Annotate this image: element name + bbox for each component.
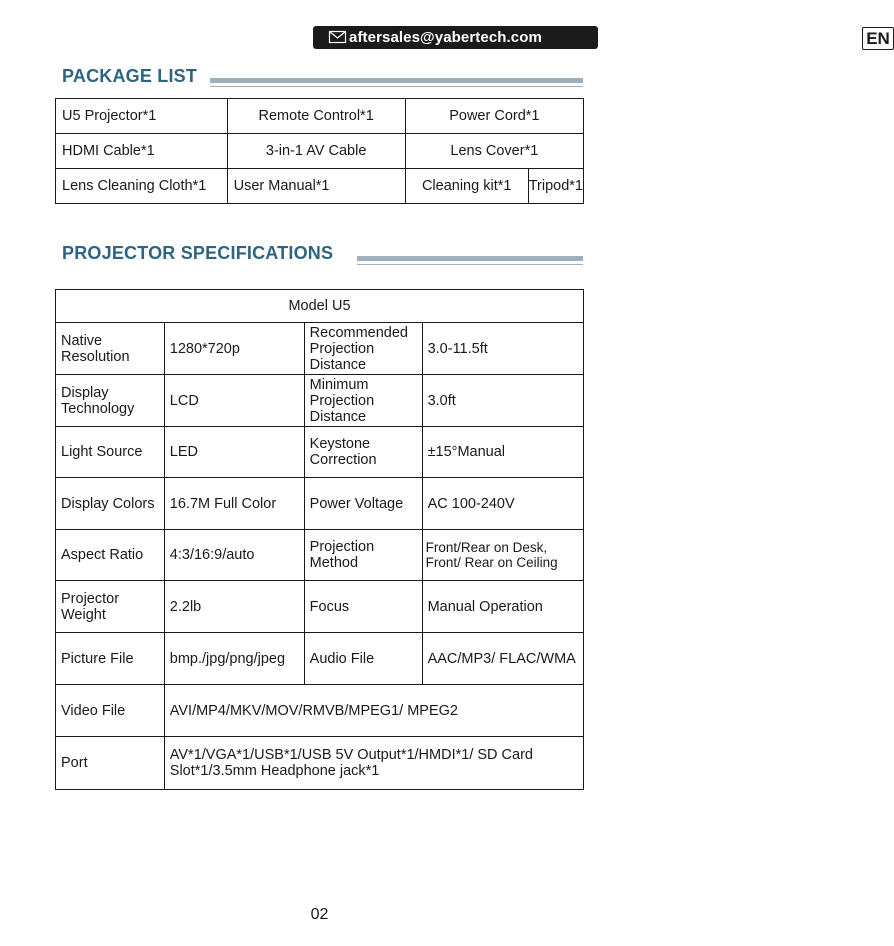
spec-label: Native Resolution (56, 323, 165, 375)
table-row (56, 478, 584, 530)
spec-label: Picture File (56, 633, 165, 685)
spec-label: Focus (304, 581, 422, 633)
table-row (56, 530, 584, 581)
package-item: Lens Cleaning Cloth*1 (56, 169, 228, 204)
title-rule (210, 78, 583, 83)
table-row (56, 375, 584, 427)
spec-label: Projection Method (304, 530, 422, 581)
package-item: Remote Control*1 (227, 99, 405, 134)
spec-value: ±15°Manual (422, 427, 583, 478)
spec-label: Audio File (304, 633, 422, 685)
spec-value: bmp./jpg/png/jpeg (164, 633, 304, 685)
package-list-title: PACKAGE LIST (62, 66, 198, 86)
spec-label: Power Voltage (304, 478, 422, 530)
table-row (56, 427, 584, 478)
table-row (56, 169, 584, 204)
specifications-table (55, 289, 584, 790)
specifications-title: PROJECTOR SPECIFICATIONS (62, 243, 334, 263)
spec-label: Recommended Projection Distance (304, 323, 422, 375)
package-item: Cleaning kit*1 (406, 169, 529, 203)
spec-label: Aspect Ratio (56, 530, 165, 581)
spec-value: 2.2lb (164, 581, 304, 633)
spec-value: 16.7M Full Color (164, 478, 304, 530)
page-number: 02 (310, 906, 329, 923)
spec-value: 4:3/16:9/auto (164, 530, 304, 581)
table-row (56, 134, 584, 169)
spec-label: Display Technology (56, 375, 165, 427)
spec-value: 1280*720p (164, 323, 304, 375)
spec-label: Video File (56, 685, 165, 737)
spec-value: LED (164, 427, 304, 478)
table-row (56, 323, 584, 375)
spec-label: Port (56, 737, 165, 790)
table-row (56, 633, 584, 685)
spec-label: Display Colors (56, 478, 165, 530)
package-item: User Manual*1 (227, 169, 405, 204)
spec-value: AV*1/VGA*1/USB*1/USB 5V Output*1/HMDI*1/ SD Card Slot*1/3.5mm Headphone jack*1 (164, 737, 583, 790)
spec-label: Projector Weight (56, 581, 165, 633)
spec-value: Manual Operation (422, 581, 583, 633)
model-header: Model U5 (56, 290, 584, 323)
spec-value: Front/Rear on Desk, Front/ Rear on Ceiling (422, 530, 583, 581)
package-item: U5 Projector*1 (56, 99, 228, 134)
package-item: 3-in-1 AV Cable (227, 134, 405, 169)
spec-value: AVI/MP4/MKV/MOV/RMVB/MPEG1/ MPEG2 (164, 685, 583, 737)
title-rule (357, 256, 583, 261)
title-rule (210, 86, 583, 87)
spec-value: AAC/MP3/ FLAC/WMA (422, 633, 583, 685)
table-row (56, 290, 584, 323)
title-rule (357, 264, 583, 265)
package-item: Lens Cover*1 (405, 134, 583, 169)
spec-label: Keystone Correction (304, 427, 422, 478)
spec-value: LCD (164, 375, 304, 427)
package-list-table (55, 98, 584, 204)
spec-label: Minimum Projection Distance (304, 375, 422, 427)
spec-value: AC 100-240V (422, 478, 583, 530)
package-item: HDMI Cable*1 (56, 134, 228, 169)
support-email-bar (313, 26, 890, 49)
language-badge: EN (862, 27, 894, 50)
package-item: Tripod*1 (528, 178, 583, 194)
spec-value: 3.0ft (422, 375, 583, 427)
envelope-icon (329, 31, 346, 43)
support-email[interactable]: aftersales@yabertech.com (349, 29, 542, 46)
spec-value: 3.0-11.5ft (422, 323, 583, 375)
package-item-split (405, 169, 583, 204)
table-row (56, 581, 584, 633)
table-row (56, 737, 584, 790)
package-item: Power Cord*1 (405, 99, 583, 134)
table-row (56, 685, 584, 737)
table-row (56, 99, 584, 134)
spec-label: Light Source (56, 427, 165, 478)
